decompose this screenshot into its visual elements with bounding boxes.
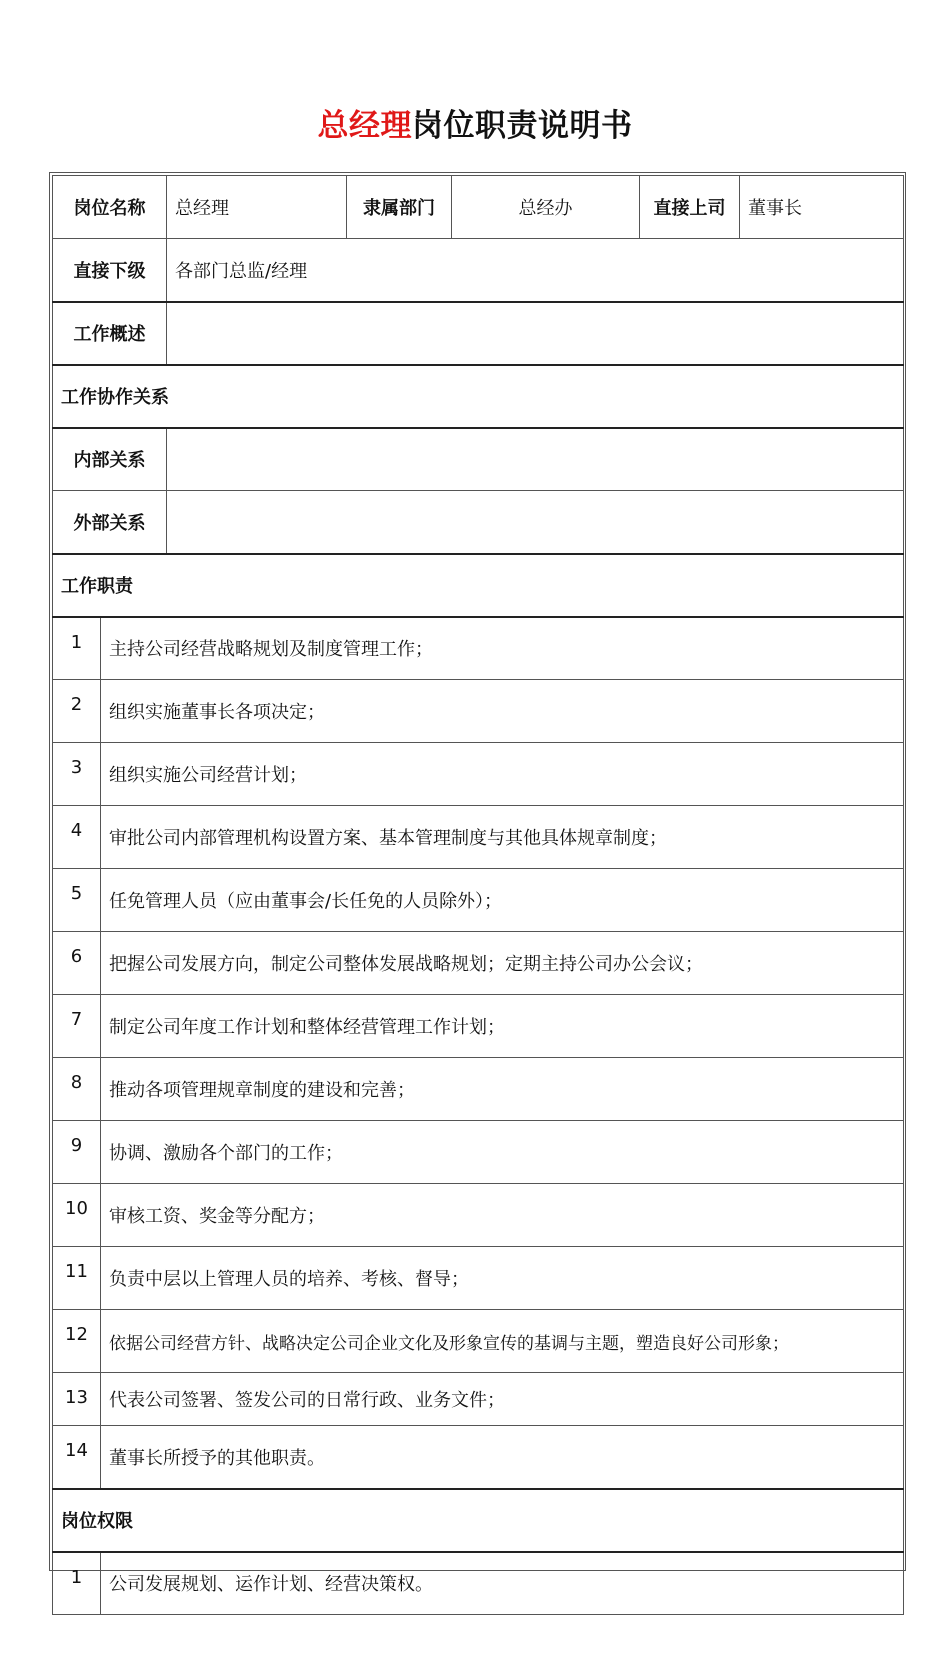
duty-text: 把握公司发展方向，制定公司整体发展战略规划；定期主持公司办公会议； xyxy=(101,932,904,995)
dept-label: 隶属部门 xyxy=(347,176,452,239)
duty-row xyxy=(53,1310,904,1373)
external-value xyxy=(167,491,904,554)
duty-number: 12 xyxy=(53,1310,101,1373)
superior-label: 直接上司 xyxy=(640,176,740,239)
internal-relations-row xyxy=(53,428,904,491)
duty-row xyxy=(53,806,904,869)
duty-number: 8 xyxy=(53,1058,101,1121)
duty-row xyxy=(53,1426,904,1489)
duty-text: 组织实施公司经营计划； xyxy=(101,743,904,806)
internal-value xyxy=(167,428,904,491)
authority-text: 公司发展规划、运作计划、经营决策权。 xyxy=(101,1552,904,1615)
duty-text: 任免管理人员（应由董事会/长任免的人员除外）； xyxy=(101,869,904,932)
duty-number: 2 xyxy=(53,680,101,743)
relations-heading-row xyxy=(53,365,904,428)
duty-text: 制定公司年度工作计划和整体经营管理工作计划； xyxy=(101,995,904,1058)
duty-number: 6 xyxy=(53,932,101,995)
duties-heading: 工作职责 xyxy=(53,554,904,617)
overview-label: 工作概述 xyxy=(53,302,167,365)
duty-text: 主持公司经营战略规划及制度管理工作； xyxy=(101,617,904,680)
title-rest: 岗位职责说明书 xyxy=(412,108,633,144)
subordinate-label: 直接下级 xyxy=(53,239,167,302)
authority-heading: 岗位权限 xyxy=(53,1489,904,1552)
duty-text: 协调、激励各个部门的工作； xyxy=(101,1121,904,1184)
duty-row xyxy=(53,1184,904,1247)
duty-number: 10 xyxy=(53,1184,101,1247)
authority-heading-row xyxy=(53,1489,904,1552)
duty-number: 7 xyxy=(53,995,101,1058)
info-row-2 xyxy=(53,239,904,302)
job-description-table xyxy=(52,175,904,1615)
duty-row xyxy=(53,617,904,680)
duty-text: 审批公司内部管理机构设置方案、基本管理制度与其他具体规章制度； xyxy=(101,806,904,869)
overview-row xyxy=(53,302,904,365)
duty-text: 代表公司签署、签发公司的日常行政、业务文件； xyxy=(101,1373,904,1426)
duty-number: 13 xyxy=(53,1373,101,1426)
duty-number: 1 xyxy=(53,617,101,680)
external-label: 外部关系 xyxy=(53,491,167,554)
duty-number: 4 xyxy=(53,806,101,869)
superior-value: 董事长 xyxy=(740,176,904,239)
duty-text: 董事长所授予的其他职责。 xyxy=(101,1426,904,1489)
duty-row xyxy=(53,743,904,806)
duty-number: 14 xyxy=(53,1426,101,1489)
relations-heading: 工作协作关系 xyxy=(53,365,904,428)
title-highlight: 总经理 xyxy=(317,108,412,144)
duty-row xyxy=(53,1058,904,1121)
internal-label: 内部关系 xyxy=(53,428,167,491)
duty-row xyxy=(53,995,904,1058)
page-title xyxy=(0,104,950,148)
dept-value: 总经办 xyxy=(452,176,640,239)
info-row-1 xyxy=(53,176,904,239)
duties-heading-row xyxy=(53,554,904,617)
duty-number: 5 xyxy=(53,869,101,932)
overview-value xyxy=(167,302,904,365)
duty-text: 组织实施董事长各项决定； xyxy=(101,680,904,743)
duty-number: 3 xyxy=(53,743,101,806)
duty-text: 负责中层以上管理人员的培养、考核、督导； xyxy=(101,1247,904,1310)
duty-text: 依据公司经营方针、战略决定公司企业文化及形象宣传的基调与主题，塑造良好公司形象； xyxy=(101,1310,904,1373)
duty-row xyxy=(53,680,904,743)
duty-text: 审核工资、奖金等分配方； xyxy=(101,1184,904,1247)
duty-text: 推动各项管理规章制度的建设和完善； xyxy=(101,1058,904,1121)
duty-row xyxy=(53,869,904,932)
position-value: 总经理 xyxy=(167,176,347,239)
duty-row xyxy=(53,1247,904,1310)
subordinate-value: 各部门总监/经理 xyxy=(167,239,904,302)
authority-row xyxy=(53,1552,904,1615)
duty-number: 9 xyxy=(53,1121,101,1184)
authority-number: 1 xyxy=(53,1552,101,1615)
position-label: 岗位名称 xyxy=(53,176,167,239)
duty-number: 11 xyxy=(53,1247,101,1310)
duty-row xyxy=(53,1121,904,1184)
external-relations-row xyxy=(53,491,904,554)
duty-row xyxy=(53,932,904,995)
duty-row xyxy=(53,1373,904,1426)
